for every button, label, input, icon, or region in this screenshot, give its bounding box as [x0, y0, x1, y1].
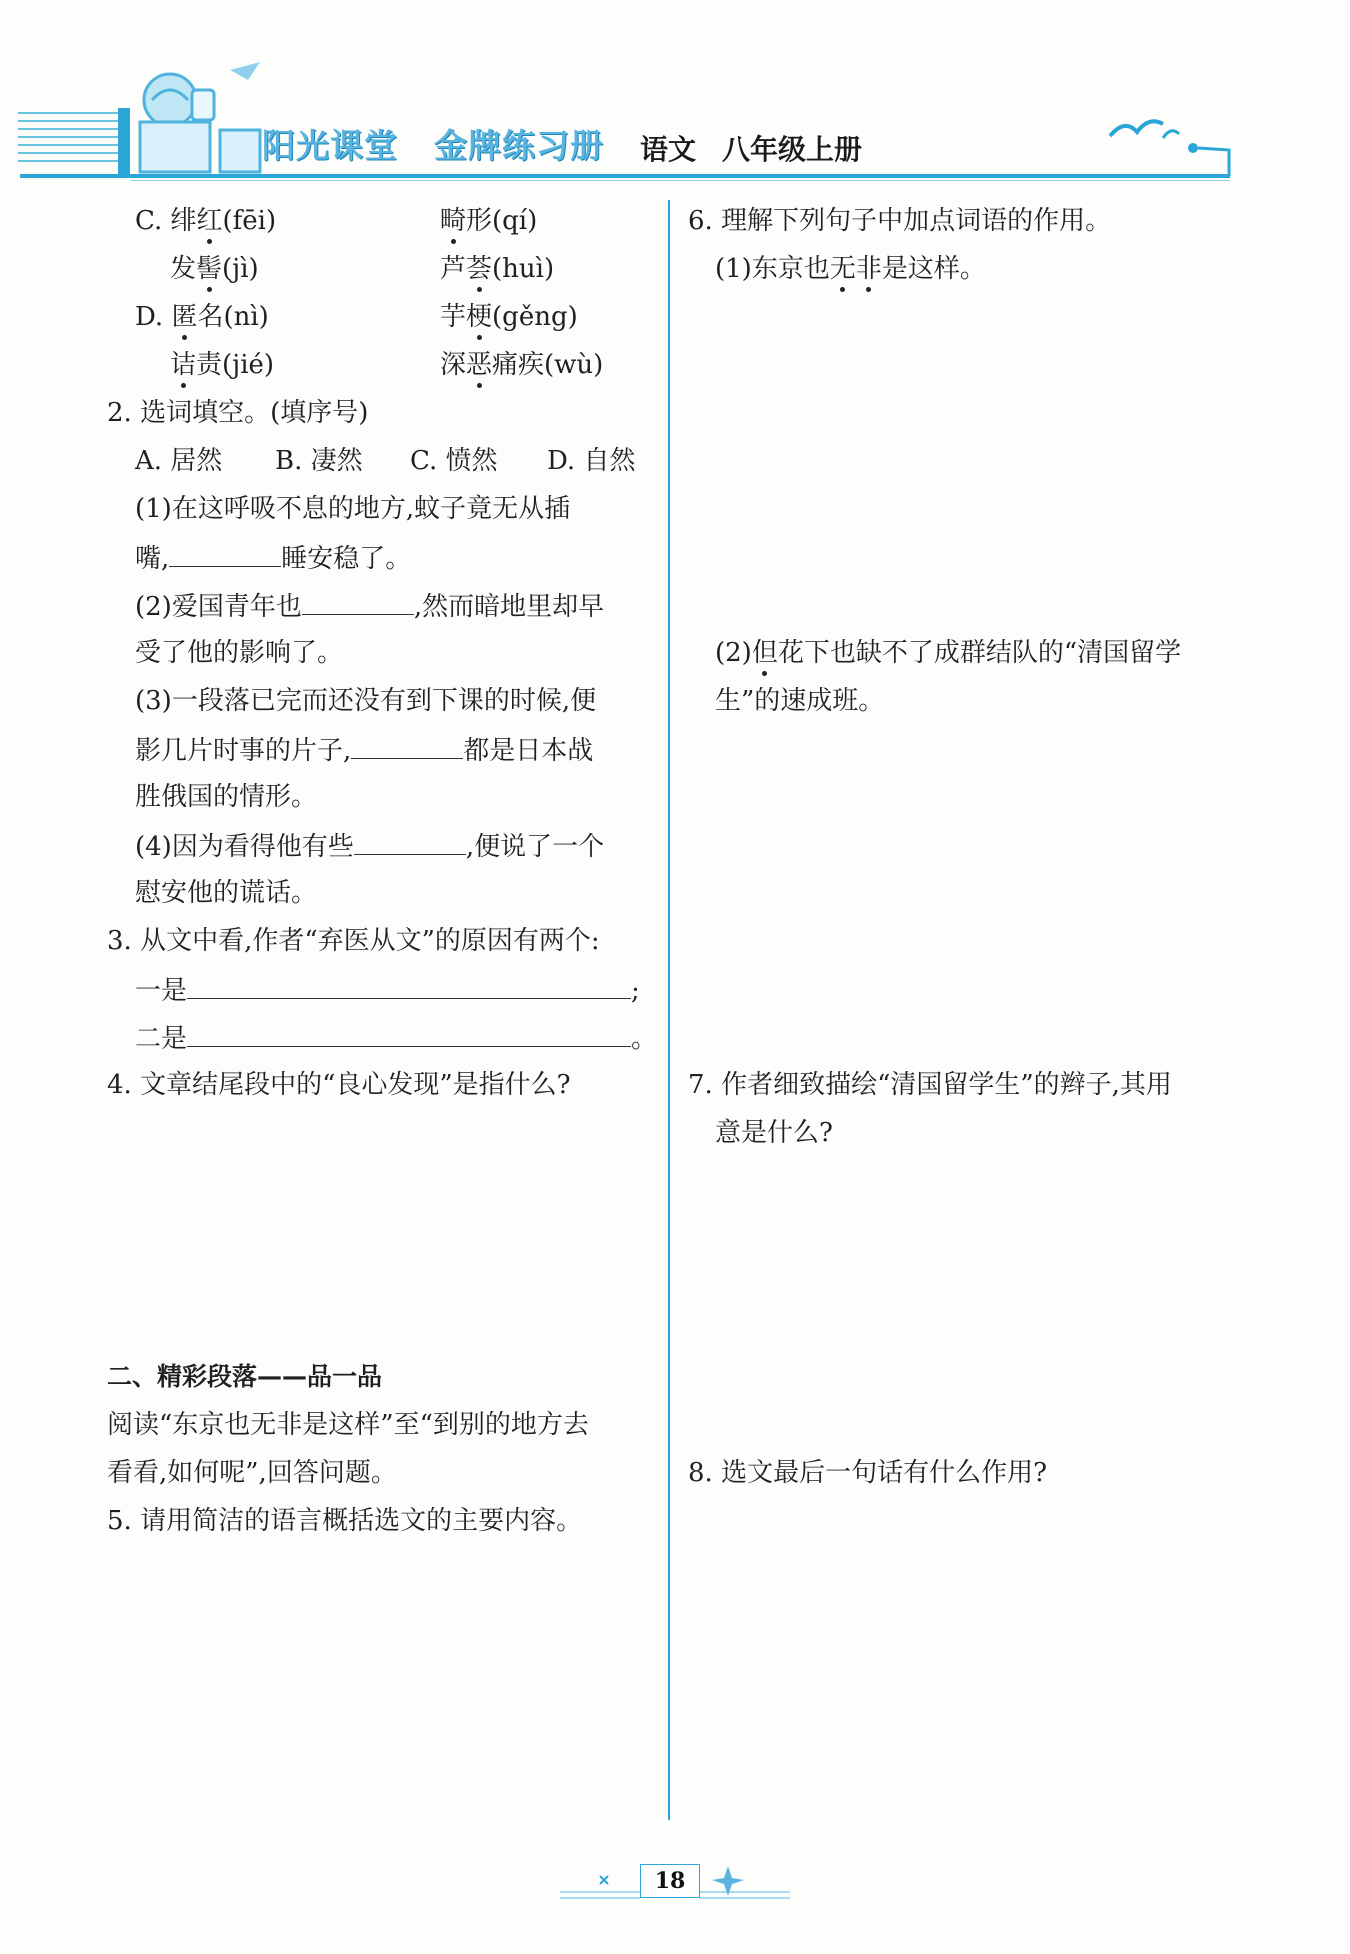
q3-line2: 二是 。 — [135, 1024, 658, 1054]
q7-line1: 7. 作者细致描绘“清国留学生”的辫子,其用 — [688, 1070, 1172, 1100]
q7-line2: 意是什么? — [715, 1118, 833, 1148]
brand-left: 阳光课堂 — [262, 126, 398, 165]
seagull-icon — [1105, 108, 1235, 178]
section2-title: 二、精彩段落——品一品 — [107, 1362, 383, 1391]
q2-item1-line2: 嘴, 睡安稳了。 — [135, 544, 412, 574]
dotted-char: 髻 — [196, 254, 223, 284]
q1-option-c-row1: C. 绯红(fēi) — [135, 206, 277, 236]
brand-title — [262, 120, 604, 167]
q2-item4-line2: 慰安他的谎话。 — [135, 878, 318, 908]
answer-blank[interactable] — [187, 1022, 631, 1047]
answer-blank[interactable] — [169, 542, 281, 567]
header-band — [118, 108, 130, 174]
section2-intro-line1: 阅读“东京也无非是这样”至“到别的地方去 — [107, 1410, 589, 1440]
subject-label: 语文 — [640, 133, 697, 166]
answer-blank[interactable] — [302, 590, 414, 615]
q2-option-b: B. 凄然 — [275, 446, 363, 476]
grade-label: 八年级上册 — [722, 133, 863, 166]
q2-item3-line2: 影几片时事的片子, 都是日本战 — [135, 736, 594, 766]
q2-option-c: C. 愤然 — [410, 446, 498, 476]
dotted-char: 非 — [855, 254, 882, 284]
q6-item2-line2: 生”的速成班。 — [715, 686, 885, 716]
q2-item3-line3: 胜俄国的情形。 — [135, 782, 318, 812]
subject-grade — [640, 128, 862, 168]
q6-item1: (1)东京也无非是这样。 — [715, 254, 986, 284]
page-number: 18 — [640, 1864, 700, 1898]
answer-blank[interactable] — [187, 974, 631, 999]
q5-question: 5. 请用简洁的语言概括选文的主要内容。 — [107, 1506, 583, 1536]
q1-option-d-row1-b: 芋梗(gěng) — [440, 302, 578, 332]
header-rule — [20, 174, 1230, 178]
answer-blank[interactable] — [354, 830, 466, 855]
q1-option-c-row2: 发髻(jì) — [170, 254, 259, 284]
q3-line1: 一是 ; — [135, 976, 640, 1006]
q4-question: 4. 文章结尾段中的“良心发现”是指什么? — [107, 1070, 571, 1100]
q2-item3-line1: (3)一段落已完而还没有到下课的时候,便 — [135, 686, 597, 716]
q2-item4-line1: (4)因为看得他有些 ,便说了一个 — [135, 832, 605, 862]
q2-item2-line2: 受了他的影响了。 — [135, 638, 344, 668]
section2-intro-line2: 看看,如何呢”,回答问题。 — [107, 1458, 397, 1488]
dotted-char: 恶 — [466, 350, 493, 380]
page-header — [0, 0, 1350, 190]
q1-option-d-row2: 诘责(jié) — [170, 350, 275, 380]
column-divider — [668, 200, 670, 1820]
dotted-char: 无 — [829, 254, 856, 284]
q2-title: 2. 选词填空。(填序号) — [107, 398, 369, 428]
header-illustration-icon — [130, 60, 280, 180]
header-stripes — [18, 112, 118, 174]
header-rule-thin — [130, 180, 1230, 181]
dotted-char: 匿 — [171, 302, 198, 332]
q1-option-d-row2-b: 深恶痛疾(wù) — [440, 350, 604, 380]
q2-item1-line1: (1)在这呼吸不息的地方,蚊子竟无从插 — [135, 494, 571, 524]
dotted-char: 荟 — [466, 254, 493, 284]
dotted-char: 畸 — [440, 206, 467, 236]
dotted-char: 诘 — [170, 350, 197, 380]
q6-title: 6. 理解下列句子中加点词语的作用。 — [688, 206, 1112, 236]
q2-item2-line1: (2)爱国青年也 ,然而暗地里却早 — [135, 592, 605, 622]
q8-question: 8. 选文最后一句话有什么作用? — [688, 1458, 1048, 1488]
q1-option-c-row2-b: 芦荟(huì) — [440, 254, 555, 284]
q6-item2-line1: (2)但花下也缺不了成群结队的“清国留学 — [715, 638, 1182, 668]
dotted-char: 红 — [196, 206, 223, 236]
q1-option-c-row1-b: 畸形(qí) — [440, 206, 538, 236]
dotted-char: 但 — [751, 638, 778, 668]
dotted-char: 梗 — [466, 302, 493, 332]
q3-title: 3. 从文中看,作者“弃医从文”的原因有两个: — [107, 926, 600, 956]
brand-right: 金牌练习册 — [434, 126, 604, 165]
q1-option-d-row1: D. 匿名(nì) — [135, 302, 269, 332]
answer-blank[interactable] — [351, 734, 463, 759]
q2-option-d: D. 自然 — [547, 446, 636, 476]
q2-option-a: A. 居然 — [135, 446, 223, 476]
